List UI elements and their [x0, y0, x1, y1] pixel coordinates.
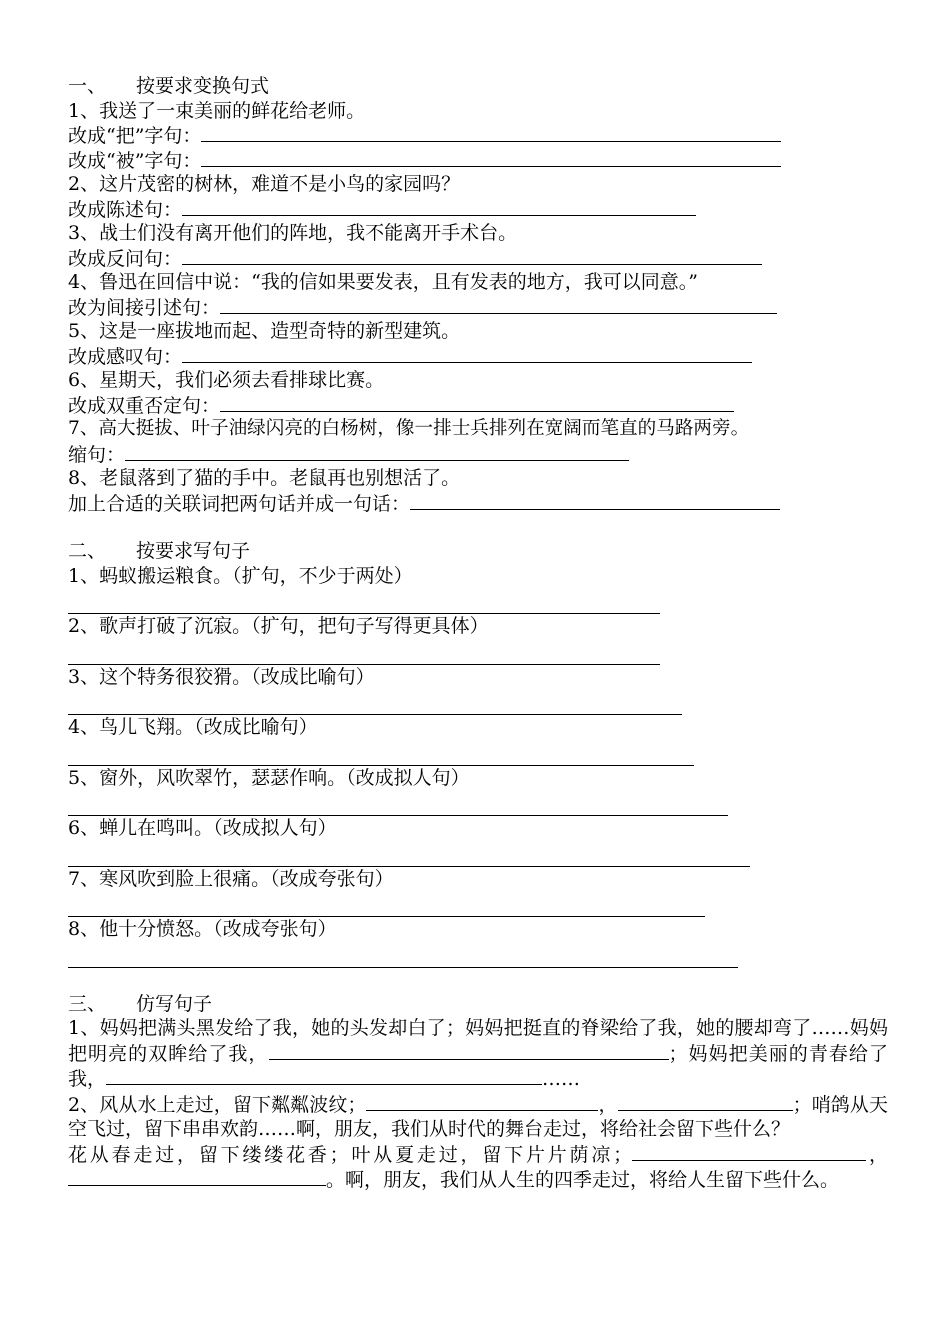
answer-prompt: 改为间接引述句： [68, 295, 888, 320]
question-3-3: 花从春走过，留下缕缕花香；叶从夏走过，留下片片荫凉； ，。啊，朋友，我们从人生的四季走过，将给人生留下些什么。 [68, 1143, 888, 1191]
question-1-1: 1、我送了一束美丽的鲜花给老师。 [68, 99, 366, 122]
answer-prompt: 改成反问句： [68, 246, 888, 271]
section-3-heading [68, 992, 888, 1017]
answer-prompt: 改成感叹句： [68, 344, 888, 369]
section-1-heading [68, 74, 888, 99]
answer-blank[interactable] [366, 1092, 598, 1111]
answer-prompt: 加上合适的关联词把两句话并成一句话： [68, 491, 888, 516]
answer-line[interactable] [68, 891, 705, 917]
answer-blank[interactable] [269, 1041, 669, 1060]
answer-prompt: 缩句： [68, 442, 888, 467]
answer-blank[interactable] [106, 1066, 542, 1085]
section-2-title: 按要求写句子 [136, 540, 251, 562]
question-1-8: 8、老鼠落到了猫的手中。老鼠再也别想活了。 [68, 467, 461, 489]
answer-blank[interactable] [125, 442, 629, 461]
question-1-4: 4、鲁迅在回信中说：“我的信如果要发表，且有发表的地方，我可以同意。” [68, 271, 699, 293]
answer-blank[interactable] [182, 246, 762, 265]
answer-prompt: 改成“被”字句： [68, 148, 888, 173]
answer-prompt: 改成“把”字句： [68, 123, 888, 148]
question-1-2: 2、这片茂密的树林，难道不是小鸟的家园吗？ [68, 173, 461, 195]
section-2-number: 二、 [68, 540, 107, 562]
question-1-7: 7、高大挺拔、叶子油绿闪亮的白杨树，像一排士兵排列在宽阔而笔直的马路两旁。 [68, 418, 750, 439]
question-2-6: 6、蝉儿在鸣叫。（改成拟人句） [68, 817, 337, 839]
answer-line[interactable] [68, 790, 728, 816]
answer-blank[interactable] [632, 1142, 866, 1161]
answer-blank[interactable] [220, 393, 734, 412]
question-2-4: 4、鸟儿飞翔。（改成比喻句） [68, 716, 318, 738]
section-2-heading [68, 539, 888, 564]
section-3-title: 仿写句子 [136, 992, 213, 1015]
answer-blank[interactable] [68, 1167, 326, 1186]
answer-line[interactable] [68, 689, 682, 715]
answer-blank[interactable] [182, 344, 752, 363]
answer-prompt: 改成陈述句： [68, 197, 888, 222]
answer-line[interactable] [68, 639, 660, 665]
answer-prompt: 改成双重否定句： [68, 393, 888, 418]
worksheet [68, 74, 888, 1193]
section-1-title: 按要求变换句式 [136, 75, 270, 97]
answer-blank[interactable] [182, 197, 696, 216]
section-1-number: 一、 [68, 75, 107, 97]
question-2-3: 3、这个特务很狡猾。（改成比喻句） [68, 665, 375, 688]
answer-line[interactable] [68, 841, 750, 867]
answer-blank[interactable] [201, 148, 781, 167]
answer-blank[interactable] [220, 295, 777, 314]
question-2-7: 7、寒风吹到脸上很痛。（改成夸张句） [68, 867, 394, 890]
question-2-2: 2、歌声打破了沉寂。（扩句，把句子写得更具体） [68, 615, 489, 637]
question-2-5: 5、窗外，风吹翠竹，瑟瑟作响。（改成拟人句） [68, 766, 470, 789]
question-1-6: 6、星期天，我们必须去看排球比赛。 [68, 369, 385, 391]
question-2-1: 1、蚂蚁搬运粮食。（扩句，不少于两处） [68, 564, 413, 587]
section-3-number: 三、 [68, 992, 107, 1015]
answer-blank[interactable] [201, 123, 781, 142]
answer-blank[interactable] [410, 491, 780, 510]
question-1-5: 5、这是一座拔地而起、造型奇特的新型建筑。 [68, 320, 461, 342]
answer-line[interactable] [68, 740, 694, 766]
question-1-3: 3、战士们没有离开他们的阵地，我不能离开手术台。 [68, 222, 518, 244]
question-3-1: 1、妈妈把满头黑发给了我，她的头发却白了；妈妈把挺直的脊梁给了我，她的腰却弯了……妈妈把明亮的双眸给了我， ；妈妈把美丽的青春给了我， …… [68, 1017, 888, 1090]
question-2-8: 8、他十分愤怒。（改成夸张句） [68, 918, 337, 940]
answer-line[interactable] [68, 588, 660, 614]
answer-blank[interactable] [618, 1092, 793, 1111]
question-3-2: 2、风从水上走过，留下粼粼波纹； ， ；哨鸽从天空飞过，留下串串欢韵……啊，朋友，我们从时代的舞台走过，将给社会留下些什么？ [68, 1093, 888, 1140]
answer-line[interactable] [68, 942, 738, 968]
